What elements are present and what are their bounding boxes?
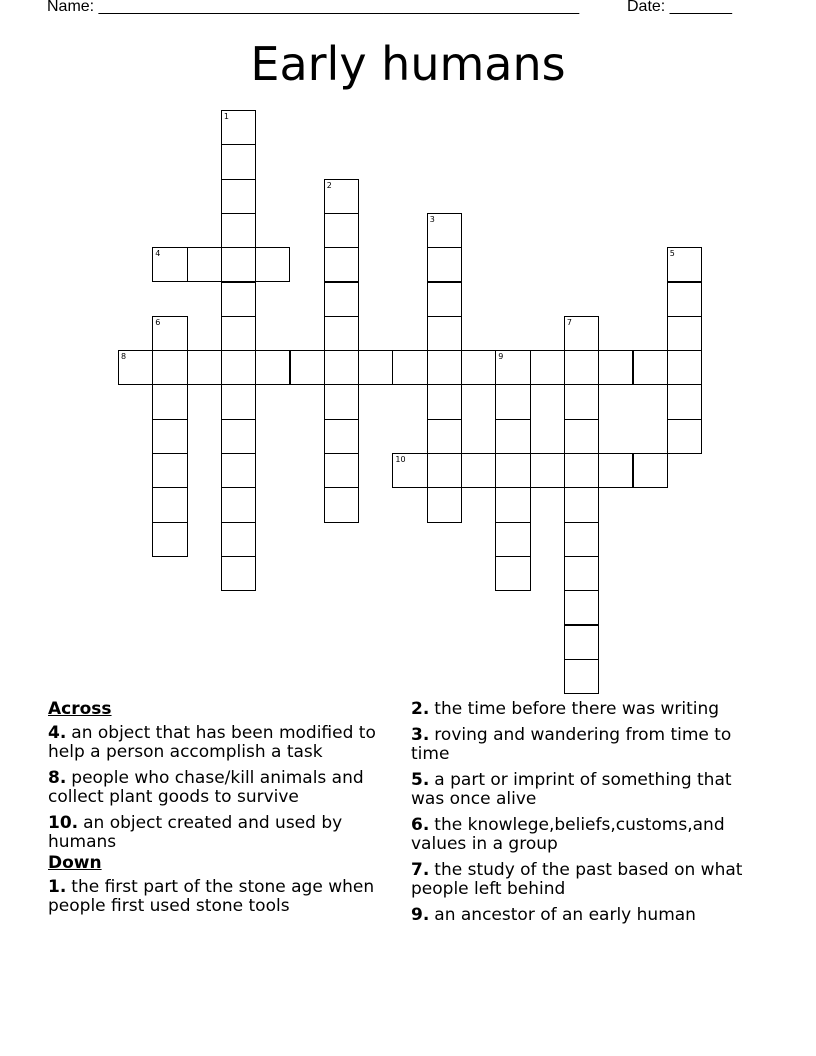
across-heading: Across <box>48 699 112 719</box>
cell-number: 10 <box>395 455 406 464</box>
clue-number: 6. <box>411 815 430 835</box>
grid-cell[interactable] <box>221 487 256 522</box>
grid-cell[interactable] <box>461 453 496 488</box>
grid-cell[interactable] <box>324 487 359 522</box>
grid-cell[interactable] <box>564 659 599 694</box>
grid-cell[interactable] <box>564 487 599 522</box>
grid-cell[interactable] <box>221 316 256 351</box>
grid-cell[interactable] <box>221 384 256 419</box>
down-heading: Down <box>48 853 102 873</box>
clue-text: the first part of the stone age when people first used stone tools <box>48 877 375 916</box>
clue-number: 3. <box>411 725 430 745</box>
grid-cell[interactable] <box>564 316 599 351</box>
grid-cell[interactable] <box>495 419 530 454</box>
grid-cell[interactable] <box>324 282 359 317</box>
grid-cell[interactable] <box>461 350 496 385</box>
grid-cell[interactable] <box>221 179 256 214</box>
grid-cell[interactable] <box>598 453 633 488</box>
clue-text: an object that has been modified to help a person accomplish a task <box>48 723 376 762</box>
grid-cell[interactable] <box>221 556 256 591</box>
puzzle-title: Early humans <box>250 37 566 91</box>
clue-item <box>411 771 761 809</box>
grid-cell[interactable] <box>255 350 290 385</box>
grid-cell[interactable] <box>392 350 427 385</box>
clue-item <box>48 878 393 916</box>
grid-cell[interactable] <box>495 453 530 488</box>
grid-cell[interactable] <box>187 350 222 385</box>
grid-cell[interactable] <box>221 110 256 145</box>
clue-text: roving and wandering from time to time <box>411 725 732 764</box>
grid-cell[interactable] <box>495 384 530 419</box>
grid-cell[interactable] <box>290 350 325 385</box>
grid-cell[interactable] <box>392 453 427 488</box>
grid-cell[interactable] <box>564 556 599 591</box>
grid-cell[interactable] <box>667 282 702 317</box>
grid-cell[interactable] <box>530 350 565 385</box>
grid-cell[interactable] <box>152 522 187 557</box>
grid-cell[interactable] <box>152 350 187 385</box>
grid-cell[interactable] <box>221 350 256 385</box>
grid-cell[interactable] <box>427 282 462 317</box>
grid-cell[interactable] <box>152 247 187 282</box>
clue-item <box>48 814 393 852</box>
clue-item <box>48 769 393 807</box>
clue-text: people who chase/kill animals and collect plant goods to survive <box>48 768 364 807</box>
grid-cell[interactable] <box>324 453 359 488</box>
grid-cell[interactable] <box>324 213 359 248</box>
clues-right-column <box>411 700 761 932</box>
grid-cell[interactable] <box>427 384 462 419</box>
cell-number: 9 <box>498 352 504 362</box>
cell-number: 7 <box>566 317 572 327</box>
grid-cell[interactable] <box>324 316 359 351</box>
clue-number: 9. <box>411 905 430 925</box>
grid-cell[interactable] <box>187 247 222 282</box>
grid-cell[interactable] <box>633 453 668 488</box>
grid-cell[interactable] <box>564 350 599 385</box>
grid-cell[interactable] <box>324 419 359 454</box>
clue-item <box>411 816 761 854</box>
grid-cell[interactable] <box>152 384 187 419</box>
grid-cell[interactable] <box>564 590 599 625</box>
grid-cell[interactable] <box>495 350 530 385</box>
grid-cell[interactable] <box>221 419 256 454</box>
clue-number: 4. <box>48 723 67 743</box>
clue-number: 2. <box>411 699 430 719</box>
cell-number: 5 <box>669 249 675 259</box>
cell-number: 1 <box>223 112 229 121</box>
clue-text: an object created and used by humans <box>48 813 343 852</box>
grid-cell[interactable] <box>530 453 565 488</box>
grid-cell[interactable] <box>495 522 530 557</box>
cell-number: 4 <box>155 249 161 259</box>
grid-cell[interactable] <box>427 487 462 522</box>
grid-cell[interactable] <box>564 419 599 454</box>
clue-text: a part or imprint of something that was once alive <box>411 770 732 809</box>
grid-cell[interactable] <box>324 384 359 419</box>
clue-item <box>411 906 761 925</box>
cell-number: 8 <box>121 352 127 362</box>
grid-cell[interactable] <box>427 213 462 248</box>
clue-text: the time before there was writing <box>434 699 720 719</box>
grid-cell[interactable] <box>324 350 359 385</box>
grid-cell[interactable] <box>564 625 599 660</box>
grid-cell[interactable] <box>598 350 633 385</box>
clue-number: 7. <box>411 860 430 880</box>
grid-cell[interactable] <box>221 144 256 179</box>
grid-cell[interactable] <box>427 453 462 488</box>
grid-cell[interactable] <box>152 487 187 522</box>
clue-item <box>411 700 761 719</box>
name-label: Name: <box>47 0 95 15</box>
grid-cell[interactable] <box>255 247 290 282</box>
grid-cell[interactable] <box>667 419 702 454</box>
grid-cell[interactable] <box>152 453 187 488</box>
clue-text: the knowlege,beliefs,customs,and values in a group <box>411 815 725 854</box>
grid-cell[interactable] <box>221 247 256 282</box>
grid-cell[interactable] <box>667 384 702 419</box>
date-label: Date: <box>627 0 666 15</box>
grid-cell[interactable] <box>118 350 153 385</box>
grid-cell[interactable] <box>667 350 702 385</box>
grid-cell[interactable] <box>152 419 187 454</box>
clue-number: 1. <box>48 877 67 897</box>
grid-cell[interactable] <box>667 316 702 351</box>
cell-number: 2 <box>326 180 332 190</box>
clue-number: 10. <box>48 813 79 833</box>
grid-cell[interactable] <box>152 316 187 351</box>
grid-cell[interactable] <box>427 316 462 351</box>
grid-cell[interactable] <box>427 419 462 454</box>
grid-cell[interactable] <box>564 522 599 557</box>
grid-cell[interactable] <box>427 350 462 385</box>
grid-cell[interactable] <box>495 487 530 522</box>
clues-left-column <box>48 700 393 923</box>
grid-cell[interactable] <box>324 179 359 214</box>
grid-cell[interactable] <box>495 556 530 591</box>
grid-cell[interactable] <box>564 453 599 488</box>
grid-cell[interactable] <box>427 247 462 282</box>
grid-cell[interactable] <box>667 247 702 282</box>
clue-number: 8. <box>48 768 67 788</box>
grid-cell[interactable] <box>221 522 256 557</box>
cell-number: 3 <box>429 214 435 224</box>
clue-item <box>411 861 761 899</box>
clue-text: the study of the past based on what people left behind <box>411 860 743 899</box>
clue-text: an ancestor of an early human <box>434 905 696 925</box>
grid-cell[interactable] <box>221 213 256 248</box>
clue-number: 5. <box>411 770 430 790</box>
grid-cell[interactable] <box>324 247 359 282</box>
grid-cell[interactable] <box>358 350 393 385</box>
cell-number: 6 <box>155 317 161 327</box>
name-field[interactable]: ______________________________________________________ <box>98 0 580 15</box>
clue-item <box>411 726 761 764</box>
grid-cell[interactable] <box>221 453 256 488</box>
grid-cell[interactable] <box>221 282 256 317</box>
grid-cell[interactable] <box>633 350 668 385</box>
clue-item <box>48 724 393 762</box>
date-field[interactable]: _______ <box>669 0 732 15</box>
grid-cell[interactable] <box>564 384 599 419</box>
